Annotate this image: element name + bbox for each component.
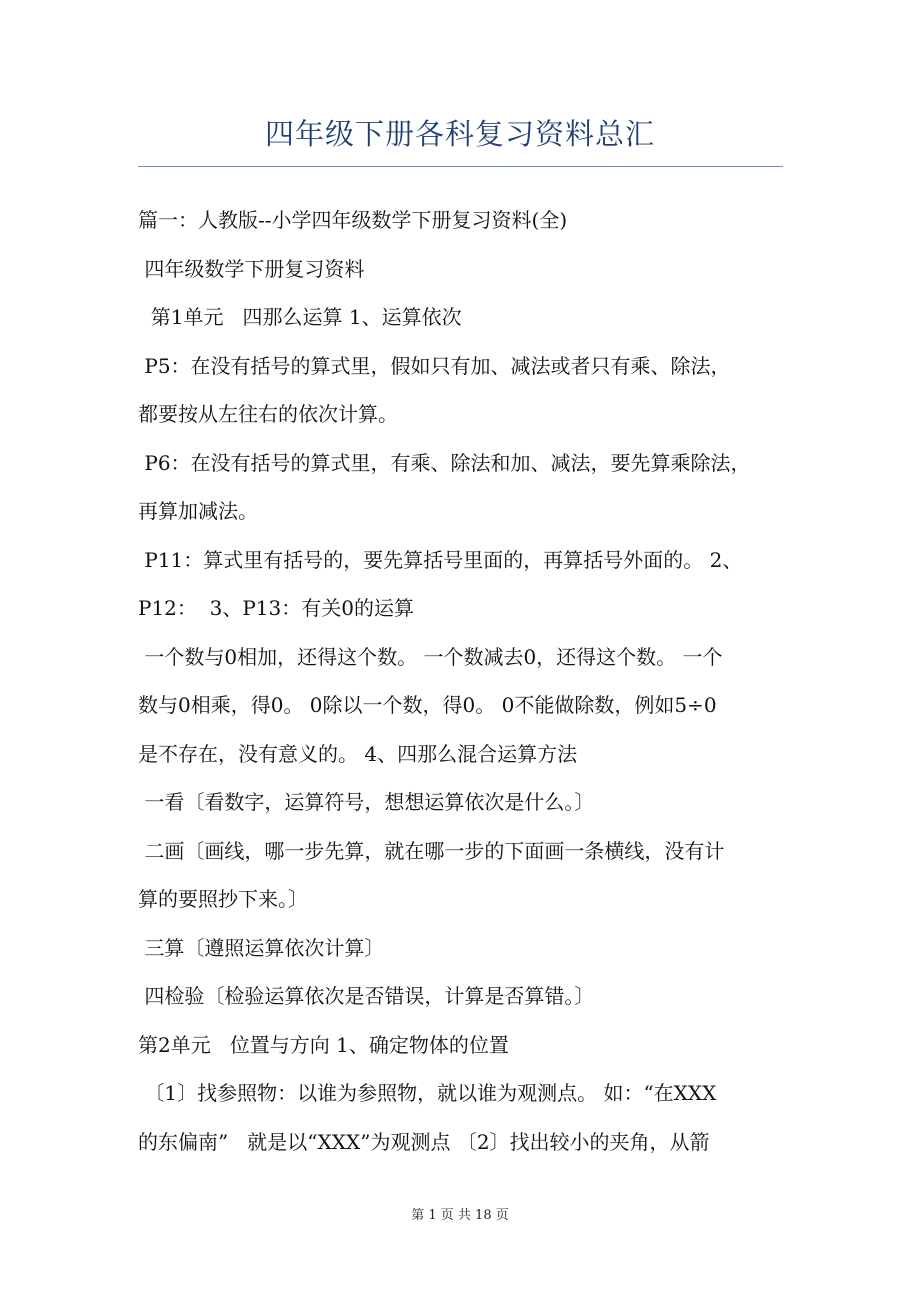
body-line: 篇一：人教版--小学四年级数学下册复习资料(全) — [138, 208, 568, 232]
body-line: P12： 3、P13：有关0的运算 — [138, 596, 414, 620]
title-divider — [138, 166, 783, 167]
body-line: 三算〔遵照运算依次计算〕 — [138, 935, 385, 960]
body-line: 第2单元 位置与方向 1、确定物体的位置 — [138, 1032, 509, 1057]
document-title: 四年级下册各科复习资料总汇 — [264, 117, 655, 151]
body-line: P11：算式里有括号的，要先算括号里面的，再算括号外面的。 2、 — [138, 547, 743, 572]
page-footer: 第 1 页 共 18 页 — [411, 1208, 509, 1223]
body-line: P6：在没有括号的算式里，有乘、除法和加、减法，要先算乘除法， — [138, 450, 751, 475]
body-line: 是不存在，没有意义的。 4、四那么混合运算方法 — [138, 741, 578, 766]
body-line: 数与0相乘，得0。 0除以一个数，得0。 0不能做除数，例如5÷0 — [138, 693, 717, 717]
body-line: 再算加减法。 — [138, 499, 258, 523]
body-line: 都要按从左往右的依次计算。 — [138, 402, 398, 426]
document-body — [138, 196, 788, 1166]
body-line: 二画〔画线，哪一步先算，就在哪一步的下面画一条横线，没有计 — [138, 838, 725, 863]
body-line: 一个数与0相加，还得这个数。 一个数减去0，还得这个数。 一个 — [138, 644, 723, 669]
body-line: 四检验〔检验运算依次是否错误，计算是否算错。〕 — [138, 984, 595, 1008]
body-line: P5：在没有括号的算式里，假如只有加、减法或者只有乘、除法， — [138, 353, 731, 378]
body-line: 一看〔看数字，运算符号，想想运算依次是什么。〕 — [138, 790, 595, 814]
body-line: 〔1〕找参照物：以谁为参照物，就以谁为观测点。 如：“在XXX — [138, 1081, 717, 1105]
body-line: 第1单元 四那么运算 1、运算依次 — [138, 305, 462, 329]
body-line: 四年级数学下册复习资料 — [138, 256, 365, 281]
body-line: 的东偏南” 就是以“XXX”为观测点 〔2〕找出较小的夹角，从箭 — [138, 1129, 710, 1154]
body-line: 算的要照抄下来。〕 — [138, 887, 308, 911]
